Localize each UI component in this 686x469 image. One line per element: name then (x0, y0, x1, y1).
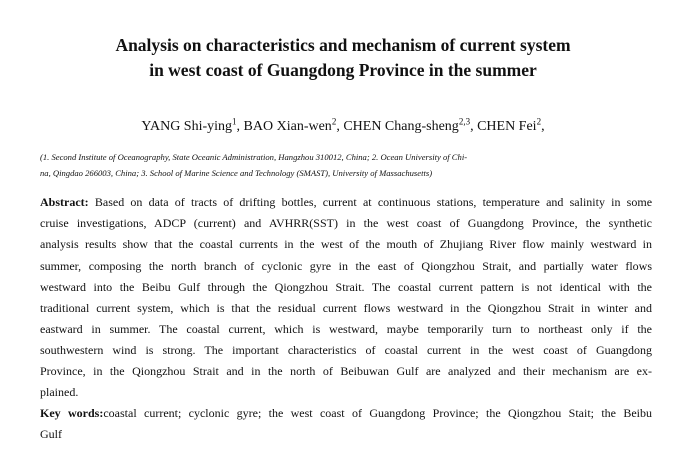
abstract-line-9: Province, in the Qiongzhou Strait and in the north of Beibuwan Gulf are analyzed and their mechanism are ex- (40, 364, 652, 378)
abstract-line-10: plained. (40, 385, 79, 399)
author-4: CHEN Fei$^2$, (477, 116, 545, 134)
keywords-line-1: Key words:coastal current; cyclonic gyre; the west coast of Guangdong Province; the Qiongzhou Stait; the Beibu (40, 406, 652, 420)
abstract-line-7: eastward in summer. The coastal current, which is westward, maybe temporarily turn to northeast only if the (40, 322, 652, 336)
affiliations-line-1: (1. Second Institute of Oceanography, State Oceanic Administration, Hangzhou 310012, China; 2. Ocean University of Chi- (40, 152, 468, 162)
affiliations-line-2: na, Qingdao 266003, China; 3. School of Marine Science and Technology (SMAST), University of Massachusetts) (40, 168, 433, 178)
abstract-label: Abstract: (40, 195, 89, 209)
author-3: CHEN Chang-sheng$^{2,3}$, (343, 116, 478, 134)
abstract-line-2: cruise investigations, ADCP (current) and AVHRR(SST) in the west coast of Guangdong Province, the synthetic (40, 216, 652, 230)
abstract-line-8: southwestern wind is strong. The important characteristics of coastal current in the west coast of Guangdong (40, 343, 652, 357)
abstract-line-3: analysis results show that the coastal currents in the west of the mouth of Zhujiang River flow mainly westward in (40, 237, 652, 251)
author-2: BAO Xian-wen$^2$, (243, 116, 344, 134)
paper-title-line-2: in west coast of Guangdong Province in the summer (149, 60, 537, 80)
abstract-line-1: Abstract: Based on data of tracts of drifting bottles, current at continuous stations, temperature and salinity in some (40, 195, 653, 209)
keywords-label: Key words: (40, 406, 104, 420)
keywords-line-2: Gulf (40, 427, 62, 441)
author-1: YANG Shi-ying$^1$, (141, 116, 244, 134)
abstract-line-5: westward into the Beibu Gulf through the Qiongzhou Strait. The coastal current pattern is not identical with the (40, 280, 652, 294)
author-list (0, 112, 686, 136)
abstract-line-4: summer, composing the north branch of cyclonic gyre in the east of Qiongzhou Strait, and partially water flows (40, 259, 652, 273)
paper-title-line-1: Analysis on characteristics and mechanism of current system (115, 35, 571, 55)
abstract-line-6: traditional current system, which is that the residual current flows westward in the Qiongzhou Strait in winter and (40, 301, 652, 315)
